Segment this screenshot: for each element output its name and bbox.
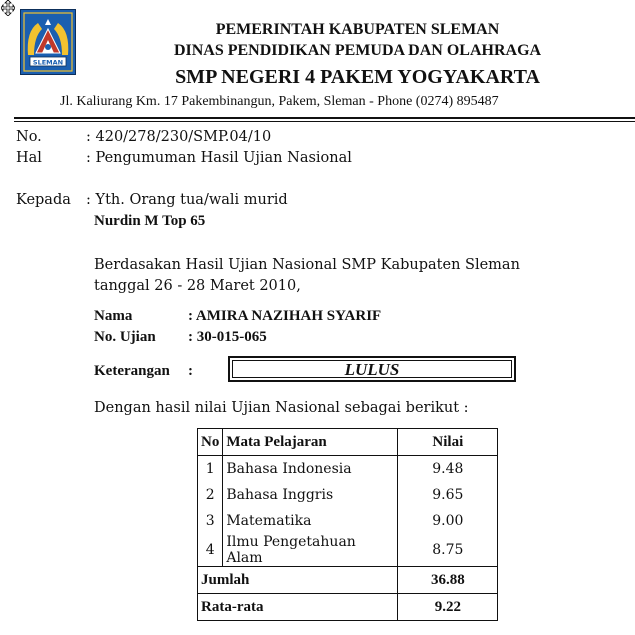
total-row — [198, 567, 498, 594]
header-address: Jl. Kaliurang Km. 17 Pakembinangun, Pakem, Sleman - Phone (0274) 895487 — [60, 94, 499, 109]
keterangan-colon: : — [188, 363, 193, 379]
table-row — [198, 534, 498, 567]
hal-label: Hal — [16, 150, 42, 166]
move-cursor-icon — [1, 0, 15, 16]
header-no: No — [198, 429, 223, 456]
ujian-label: No. Ujian — [94, 329, 156, 345]
row-subject: Ilmu Pengetahuan Alam — [223, 534, 398, 567]
header-rule-thin — [14, 121, 635, 122]
table-row — [198, 508, 498, 534]
row-score: 9.65 — [398, 482, 498, 508]
sleman-logo — [20, 9, 76, 75]
row-no: 4 — [198, 534, 223, 567]
row-score: 8.75 — [398, 534, 498, 567]
header-subject: Mata Pelajaran — [223, 429, 398, 456]
no-label: No. — [16, 129, 42, 145]
header-government: PEMERINTAH KABUPATEN SLEMAN — [215, 21, 500, 38]
row-no: 2 — [198, 482, 223, 508]
header-school: SMP NEGERI 4 PAKEM YOGYAKARTA — [175, 66, 540, 88]
total-label: Jumlah — [198, 567, 398, 594]
row-no: 1 — [198, 456, 223, 483]
header-rule-thick — [14, 117, 635, 119]
intro-line-1: Berdasakan Hasil Ujian Nasional SMP Kabupaten Sleman — [94, 257, 520, 273]
no-value: : 420/278/230/SMP.04/10 — [86, 129, 272, 145]
intro-line-2: tanggal 26 - 28 Maret 2010, — [94, 278, 301, 294]
row-score: 9.00 — [398, 508, 498, 534]
table-row — [198, 456, 498, 483]
row-subject: Bahasa Inggris — [223, 482, 398, 508]
keterangan-label: Keterangan — [94, 363, 170, 379]
kepada-value: : Yth. Orang tua/wali murid — [86, 192, 288, 208]
row-no: 3 — [198, 508, 223, 534]
nama-label: Nama — [94, 308, 133, 324]
ujian-value: : 30-015-065 — [188, 329, 267, 345]
row-subject: Matematika — [223, 508, 398, 534]
row-score: 9.48 — [398, 456, 498, 483]
result-box — [228, 356, 516, 382]
header-score: Nilai — [398, 429, 498, 456]
average-value: 9.22 — [398, 594, 498, 621]
grades-table — [197, 428, 498, 621]
total-value: 36.88 — [398, 567, 498, 594]
row-subject: Bahasa Indonesia — [223, 456, 398, 483]
result-status: LULUS — [232, 360, 512, 378]
hal-value: : Pengumuman Hasil Ujian Nasional — [86, 150, 352, 166]
table-row — [198, 482, 498, 508]
recipient-name: Nurdin M Top 65 — [94, 213, 206, 229]
table-intro: Dengan hasil nilai Ujian Nasional sebagai berikut : — [94, 400, 469, 416]
table-header-row — [198, 429, 498, 456]
nama-value: : AMIRA NAZIHAH SYARIF — [188, 308, 382, 324]
logo-text: SLEMAN — [32, 58, 64, 67]
average-row — [198, 594, 498, 621]
average-label: Rata-rata — [198, 594, 398, 621]
header-department: DINAS PENDIDIKAN PEMUDA DAN OLAHRAGA — [173, 42, 542, 59]
kepada-label: Kepada — [16, 192, 71, 208]
